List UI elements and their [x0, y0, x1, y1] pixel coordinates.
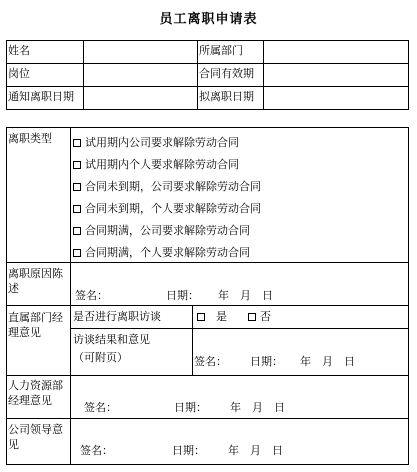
interview-result-input[interactable] [194, 330, 406, 354]
checkbox-icon[interactable] [73, 249, 81, 257]
reason-date-ymd: 年 月 日 [218, 289, 273, 302]
position-field[interactable] [85, 65, 195, 84]
option-unexpired-company[interactable]: 合同未到期，公司要求解除劳动合同 [73, 180, 261, 194]
contract-term-label: 合同有效期 [199, 67, 254, 80]
manager-opinion-label: 直属部门经理意见 [8, 311, 63, 339]
checkbox-icon[interactable] [73, 183, 81, 191]
checkbox-icon[interactable] [73, 161, 81, 169]
reason-input[interactable] [72, 264, 406, 286]
planned-date-label: 拟离职日期 [199, 90, 254, 103]
department-label: 所属部门 [199, 44, 243, 57]
leader-date-label: 日期： [172, 444, 205, 457]
option-expired-personal[interactable]: 合同期满，个人要求解除劳动合同 [73, 246, 250, 260]
option-probation-company[interactable]: 试用期内公司要求解除劳动合同 [73, 136, 239, 150]
reason-sign-label: 签名： [75, 289, 108, 302]
leader-sign-label: 签名： [80, 444, 113, 457]
option-probation-personal[interactable]: 试用期内个人要求解除劳动合同 [73, 158, 239, 172]
interview-question: 是否进行离职访谈 [73, 310, 161, 323]
notice-date-field[interactable] [85, 88, 195, 107]
hr-sign-label: 签名： [84, 401, 117, 414]
leader-date-ymd: 年 月 日 [228, 444, 283, 457]
reason-label: 离职原因陈述 [8, 267, 63, 295]
reason-date-label: 日期： [166, 289, 199, 302]
manager-date-label: 日期： [250, 355, 283, 368]
form-title: 员工离职申请表 [159, 12, 258, 27]
leader-opinion-label: 公司领导意见 [8, 423, 63, 451]
name-field[interactable] [85, 42, 195, 61]
checkbox-icon[interactable] [197, 313, 205, 321]
checkbox-icon[interactable] [73, 227, 81, 235]
interview-no-option[interactable]: 否 [248, 310, 271, 324]
option-unexpired-personal[interactable]: 合同未到期，个人要求解除劳动合同 [73, 202, 261, 216]
position-label: 岗位 [8, 67, 30, 80]
hr-date-ymd: 年 月 日 [230, 401, 285, 414]
interview-result-label: 访谈结果和意见 [73, 333, 150, 346]
hr-opinion-label: 人力资源部经理意见 [8, 379, 63, 407]
contract-term-field[interactable] [265, 65, 406, 84]
checkbox-icon[interactable] [73, 205, 81, 213]
manager-date-ymd: 年 月 日 [300, 355, 355, 368]
attachment-note: （可附页） [73, 351, 128, 364]
leader-opinion-input[interactable] [72, 420, 406, 440]
option-expired-company[interactable]: 合同期满，公司要求解除劳动合同 [73, 224, 250, 238]
checkbox-icon[interactable] [73, 139, 81, 147]
department-field[interactable] [265, 42, 406, 61]
interview-yes-option[interactable]: 是 [197, 310, 227, 324]
planned-date-field[interactable] [265, 88, 406, 107]
checkbox-icon[interactable] [248, 313, 256, 321]
notice-date-label: 通知离职日期 [8, 90, 74, 103]
separation-type-label: 离职类型 [8, 132, 52, 145]
manager-sign-label: 签名： [194, 355, 227, 368]
hr-date-label: 日期： [174, 401, 207, 414]
hr-opinion-input[interactable] [72, 377, 406, 397]
name-label: 姓名 [8, 44, 30, 57]
